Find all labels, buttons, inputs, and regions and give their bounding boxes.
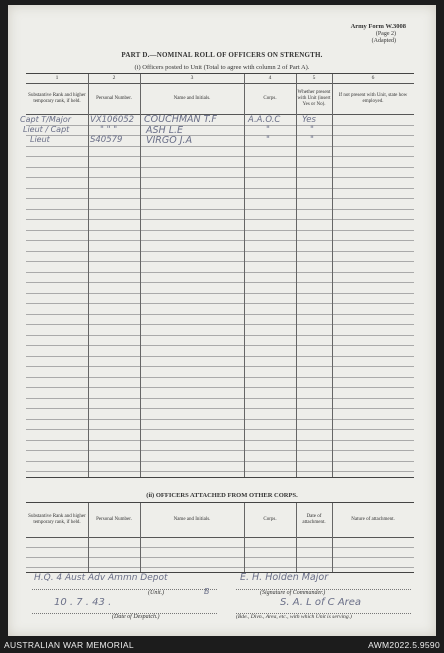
header-employment: If not present with Unit, state how employed. xyxy=(338,93,408,104)
ruled-line xyxy=(26,471,414,472)
table-row-1-present: Yes xyxy=(302,115,316,125)
col-divider xyxy=(88,74,89,477)
ruled-line xyxy=(26,314,414,315)
ruled-line xyxy=(26,188,414,189)
ruled-line xyxy=(26,282,414,283)
header-date-attachment: Date of attachment. xyxy=(302,514,326,525)
header-rank-2: Substantive Rank and higher temporary rank, if held. xyxy=(28,514,86,525)
form-page xyxy=(8,5,436,636)
table-row-3-corps: " xyxy=(266,135,270,145)
ruled-line xyxy=(26,547,414,548)
ruled-line xyxy=(26,356,414,357)
table-row-3-name: VIRGO J.A xyxy=(146,135,193,146)
ruled-line xyxy=(26,387,414,388)
unit-line xyxy=(32,589,217,590)
ruled-line xyxy=(26,366,414,367)
ruled-line xyxy=(26,461,414,462)
ruled-line xyxy=(26,251,414,252)
ruled-line xyxy=(26,398,414,399)
ruled-line xyxy=(26,261,414,262)
ruled-line xyxy=(26,557,414,558)
col-divider xyxy=(332,74,333,477)
unit-handwritten: H.Q. 4 Aust Adv Ammn Depot xyxy=(34,573,168,583)
form-id: Army Form W.3008 xyxy=(350,23,406,30)
table-row-1-rank: Capt T/Major xyxy=(20,115,72,124)
header-present: Whether present with Unit (insert Yes or No). xyxy=(297,90,331,107)
header-name: Name and Initials. xyxy=(173,96,211,101)
col-number-5: 5 xyxy=(296,74,332,84)
ruled-line xyxy=(26,135,414,136)
page-number: (Page 2) xyxy=(375,31,396,37)
col-number-1: 1 xyxy=(26,74,88,84)
date-label: (Date of Despatch.) xyxy=(112,614,160,620)
ruled-line xyxy=(26,156,414,157)
ruled-line xyxy=(26,303,414,304)
ruled-line xyxy=(26,167,414,168)
col-number-4: 4 xyxy=(244,74,296,84)
table-row-3-number: S40579 xyxy=(90,135,123,145)
date-handwritten: 10 . 7 . 43 . xyxy=(54,597,112,608)
ruled-line xyxy=(26,419,414,420)
table-row-2-present: " xyxy=(310,125,314,135)
unit-label: (Unit.) xyxy=(148,590,165,596)
ruled-line xyxy=(26,335,414,336)
margin-scribble: B xyxy=(204,587,210,596)
bde-handwritten: S. A. L of C Area xyxy=(280,597,362,608)
ruled-line xyxy=(26,240,414,241)
header-nature-attachment: Nature of attachment. xyxy=(351,517,395,522)
ruled-line xyxy=(26,450,414,451)
part-d-title: PART D.—NOMINAL ROLL OF OFFICERS ON STRENGTH. xyxy=(121,51,323,59)
section-2-title: (ii) OFFICERS ATTACHED FROM OTHER CORPS. xyxy=(146,492,298,499)
col-divider xyxy=(88,503,89,572)
header-name-2: Name and Initials. xyxy=(173,517,211,522)
ruled-line xyxy=(26,408,414,409)
table-row-2-name: ASH L.E xyxy=(146,125,184,136)
ruled-line xyxy=(26,345,414,346)
col-number-3: 3 xyxy=(140,74,244,84)
ruled-line xyxy=(26,429,414,430)
ruled-line xyxy=(26,198,414,199)
ruled-line xyxy=(26,219,414,220)
header-divider xyxy=(26,114,414,115)
ruled-line xyxy=(26,209,414,210)
header-rank: Substantive Rank and higher temporary rank, if held. xyxy=(28,93,86,104)
ruled-line xyxy=(26,272,414,273)
ruled-line xyxy=(26,324,414,325)
officers-posted-table xyxy=(20,73,414,478)
credit-left: AUSTRALIAN WAR MEMORIAL xyxy=(4,640,134,650)
col-number-2: 2 xyxy=(88,74,140,84)
col-divider xyxy=(140,74,141,477)
table-row-2-rank: Lieut / Capt xyxy=(23,125,70,134)
ruled-line xyxy=(26,440,414,441)
table-row-2-corps: " xyxy=(266,125,270,135)
col-divider xyxy=(244,503,245,572)
table-row-3-rank: Lieut xyxy=(30,135,50,144)
col-divider xyxy=(296,74,297,477)
col-divider xyxy=(332,503,333,572)
header-personal-number: Personal Number. xyxy=(96,96,132,101)
officers-attached-table xyxy=(26,502,414,573)
signature-label: (Signature of Commander.) xyxy=(260,590,326,596)
ruled-line xyxy=(26,177,414,178)
ruled-line xyxy=(26,293,414,294)
col-divider xyxy=(140,503,141,572)
bde-label: (Bde., Divn., Area, etc., with which Unit is serving.) xyxy=(236,614,352,620)
ruled-line xyxy=(26,146,414,147)
table-row-3-present: " xyxy=(310,135,314,145)
table-row-2-number: " " " xyxy=(100,125,118,135)
header-divider-2 xyxy=(26,537,414,538)
form-adapted-note: (Adapted) xyxy=(371,38,396,44)
ruled-line xyxy=(26,230,414,231)
ruled-line xyxy=(26,377,414,378)
header-corps: Corps. xyxy=(263,96,277,101)
table-row-1-name: COUCHMAN T.F xyxy=(144,114,217,125)
col-divider xyxy=(244,74,245,477)
header-corps-2: Corps. xyxy=(263,517,277,522)
ruled-line xyxy=(26,567,414,568)
col-number-6: 6 xyxy=(332,74,414,84)
signature-handwritten: E. H. Holden Major xyxy=(240,572,329,583)
section-1-subtitle: (i) Officers posted to Unit (Total to agree with column 2 of Part A). xyxy=(134,64,310,71)
credit-right: AWM2022.5.9590 xyxy=(368,640,440,650)
table-row-1-number: VX106052 xyxy=(90,115,135,125)
col-divider xyxy=(296,503,297,572)
ruled-line xyxy=(26,125,414,126)
table-row-1-corps: A.A.O.C xyxy=(248,115,281,125)
header-personal-number-2: Personal Number. xyxy=(96,517,132,522)
